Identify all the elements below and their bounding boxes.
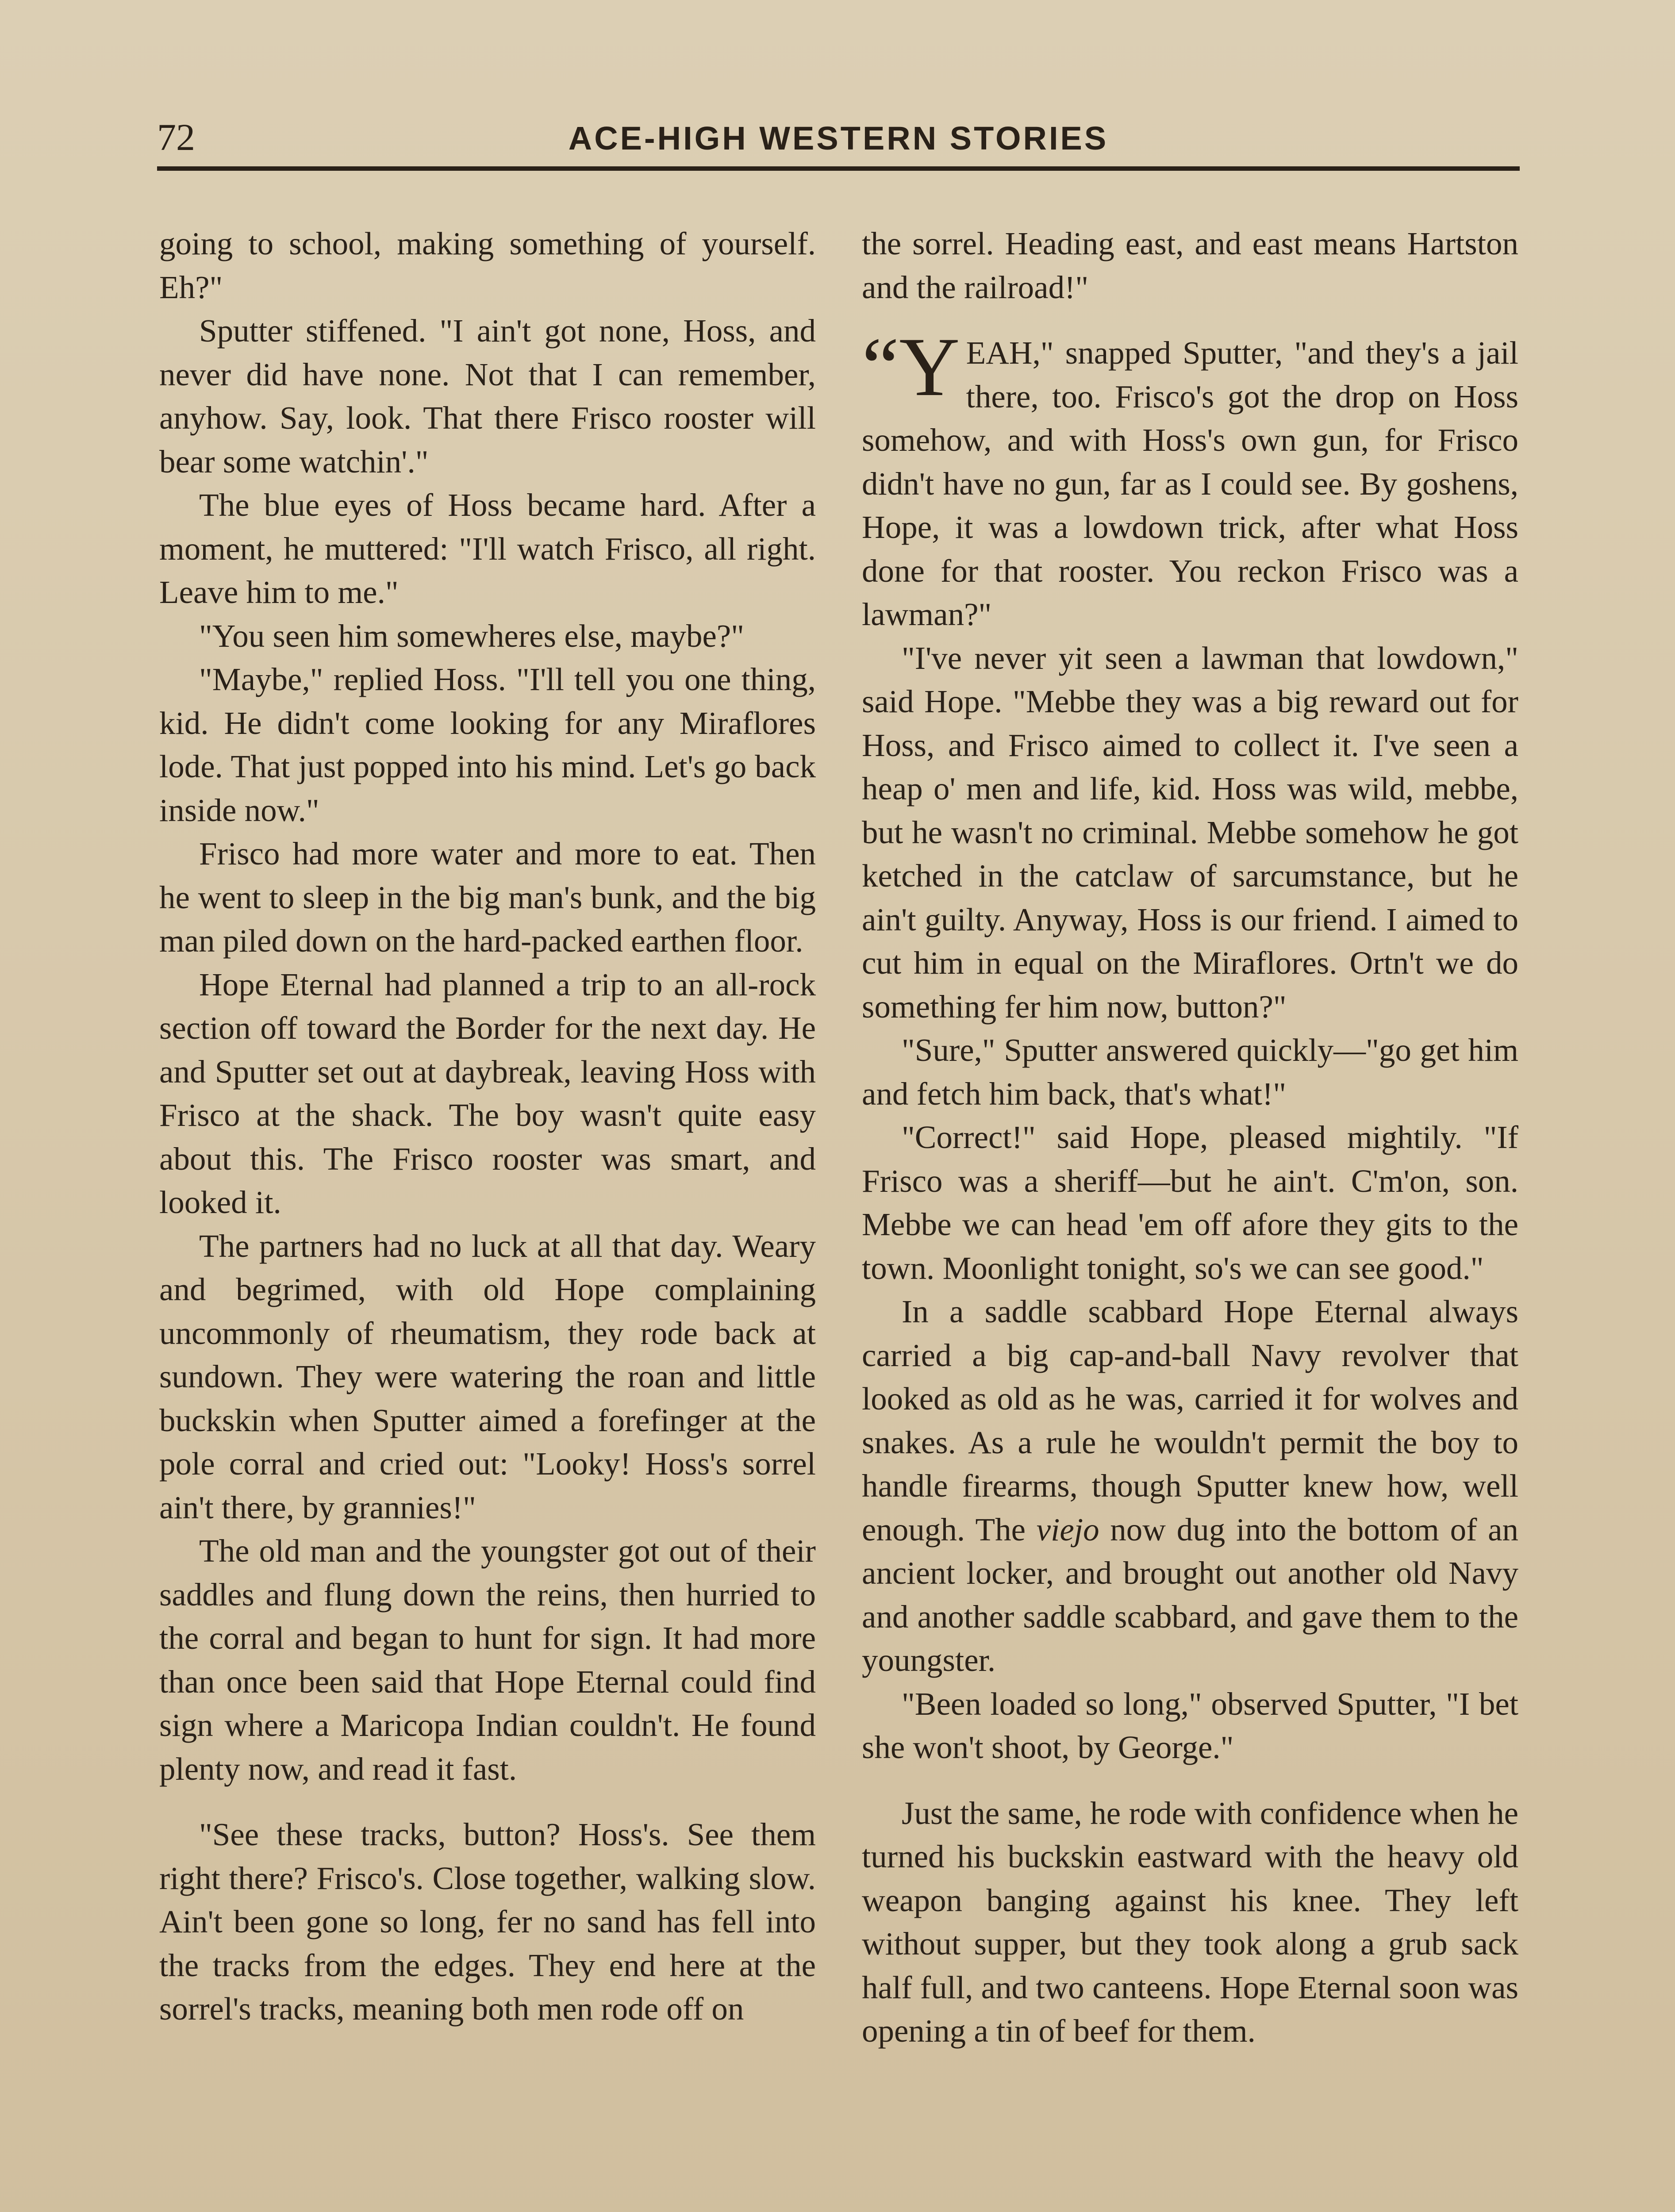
- paragraph: Frisco had more water and more to eat. Then he went to sleep in the big man's bunk, and the big man piled down on the hard-packed earthen floor.: [159, 836, 816, 959]
- dropcap-word-rest: EAH,": [966, 335, 1054, 371]
- navy-italic-word: viejo: [1036, 1511, 1099, 1548]
- dropcap-letter: [862, 321, 960, 414]
- paragraph: "Correct!" said Hope, pleased mightily. "If Frisco was a sheriff—but he ain't. C'm'on, son. Mebbe we can head 'em off afore they gits to the town. Moonlight tonight, so's we can see good.": [862, 1119, 1518, 1286]
- running-title: ACE-HIGH WESTERN STORIES: [568, 120, 1109, 157]
- paragraph: "See these tracks, button? Hoss's. See them right there? Frisco's. Close together, walking slow. Ain't been gone so long, fer no sand has fell into the tracks from the edges. They end here at the sorrel's tracks, meaning both men rode off on: [159, 1816, 816, 2027]
- paragraph: "Sure," Sputter answered quickly—"go get him and fetch him back, that's what!": [862, 1032, 1518, 1112]
- dropcap-text: snapped Sputter, "and they's a jail there, too. Frisco's got the drop on Hoss somehow, and with Hoss's own gun, for Frisco didn't have no gun, far as I could see. By goshens, Hope, it was a lowdown trick, after what Hoss done for that rooster. You reckon Frisco was a lawman?": [862, 335, 1518, 632]
- paragraph: going to school, making something of yourself. Eh?": [159, 226, 816, 305]
- page-header: [157, 111, 1520, 164]
- paragraph: Just the same, he rode with confidence when he turned his buckskin eastward with the heavy old weapon banging against his knee. They left without supper, but they took along a grub sack half full, and two canteens. Hope Eternal soon was opening a tin of beef for them.: [862, 1795, 1518, 2049]
- page-number: 72: [157, 116, 195, 158]
- dropcap-paragraph: [862, 321, 1518, 637]
- navy-text-after: now dug into the bottom of an ancient locker, and brought out another old Navy and another saddle scabbard, and gave them to the youngster.: [862, 1511, 1518, 1678]
- paragraph-navy: [862, 1290, 1518, 1682]
- paragraph: The blue eyes of Hoss became hard. After a moment, he muttered: "I'll watch Frisco, all right. Leave him to me.": [159, 487, 816, 610]
- paragraph: The partners had no luck at all that day. Weary and begrimed, with old Hope complaining uncommonly of rheumatism, they rode back at sundown. They were watering the roan and little buckskin when Sputter aimed a forefinger at the pole corral and cried out: "Looky! Hoss's sorrel ain't there, by grannies!": [159, 1228, 816, 1525]
- paragraph: "Been loaded so long," observed Sputter, "I bet she won't shoot, by George.": [862, 1686, 1518, 1765]
- left-column: [159, 222, 816, 2031]
- paragraph: the sorrel. Heading east, and east means Hartston and the railroad!": [862, 226, 1518, 305]
- paragraph: Sputter stiffened. "I ain't got none, Hoss, and never did have none. Not that I can remember, anyhow. Say, look. That there Frisco rooster will bear some watchin'.": [159, 313, 816, 480]
- dropcap-open-quote: “: [862, 321, 899, 414]
- navy-text-before: In a saddle scabbard Hope Eternal always carried a big cap-and-ball Navy revolver that looked as old as he was, carried it for wolves and snakes. As a rule he wouldn't permit the boy to handle firearms, though Sputter knew how, well enough. The: [862, 1294, 1518, 1548]
- paragraph: Hope Eternal had planned a trip to an all-rock section off toward the Border for the next day. He and Sputter set out at daybreak, leaving Hoss with Frisco at the shack. The boy wasn't quite easy about this. The Frisco rooster was smart, and looked it.: [159, 966, 816, 1220]
- paragraph: "Maybe," replied Hoss. "I'll tell you one thing, kid. He didn't come looking for any Miraflores lode. That just popped into his mind. Let's go back inside now.": [159, 661, 816, 828]
- header-rule: [157, 166, 1520, 171]
- paragraph: The old man and the youngster got out of their saddles and flung down the reins, then hurried to the corral and began to hunt for sign. It had more than once been said that Hope Eternal could find sign where a Maricopa Indian couldn't. He found plenty now, and read it fast.: [159, 1533, 816, 1787]
- paragraph: "I've never yit seen a lawman that lowdown," said Hope. "Mebbe they was a big reward out for Hoss, and Frisco aimed to collect it. I've seen a heap o' men and life, kid. Hoss was wild, mebbe, but he wasn't no criminal. Mebbe somehow he got ketched in the catclaw of sarcumstance, but he ain't guilty. Anyway, Hoss is our friend. I aimed to cut him in equal on the Miraflores. Ortn't we do something fer him now, button?": [862, 640, 1518, 1025]
- dropcap-initial: Y: [899, 321, 960, 414]
- paragraph: "You seen him somewheres else, maybe?": [199, 618, 745, 654]
- right-column: [862, 222, 1518, 2053]
